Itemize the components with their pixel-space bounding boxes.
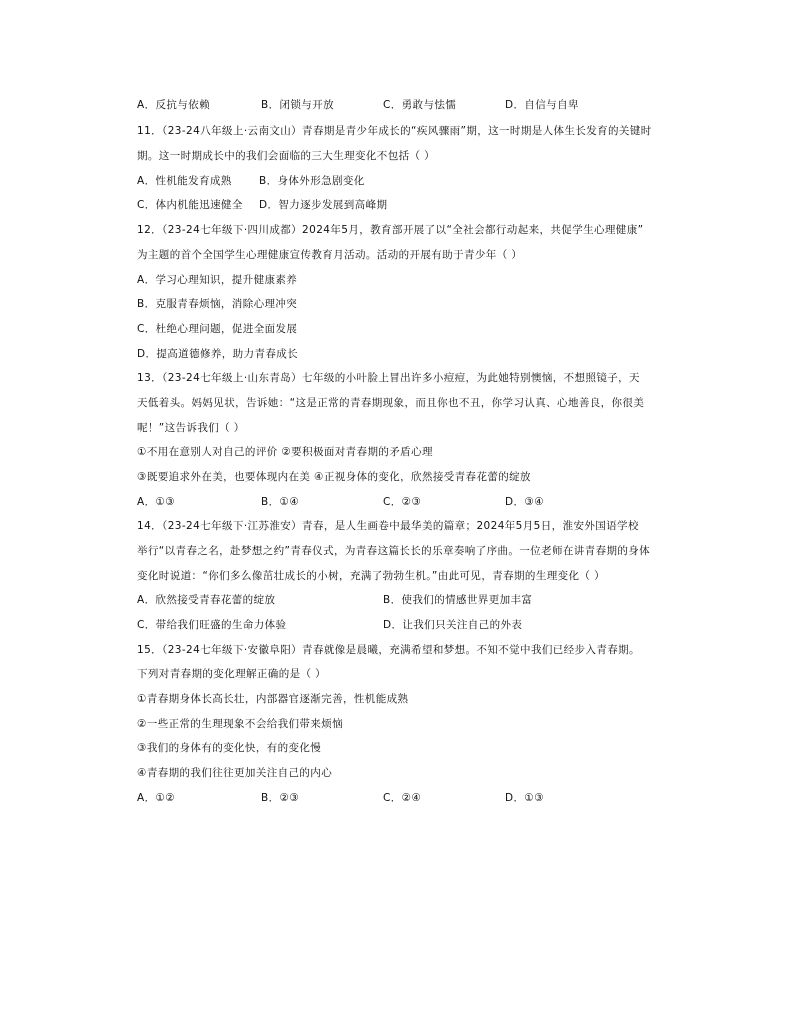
q14-option-a: A．欣然接受青春花蕾的绽放 xyxy=(137,594,276,606)
q10-option-d: D．自信与自卑 xyxy=(505,99,579,111)
q14-option-b: B．使我们的情感世界更加丰富 xyxy=(383,594,533,606)
q11-stem-line1: 11．（23-24八年级上·云南文山）青春期是青少年成长的“疾风骤雨”期，这一时期是人体生长发育的关键时 xyxy=(137,125,652,137)
q15-option-b: B．②③ xyxy=(261,792,300,804)
q12-option-a: A．学习心理知识，提升健康素养 xyxy=(137,274,298,286)
q12-option-c: C．杜绝心理问题，促进全面发展 xyxy=(137,323,298,335)
q15-item-2: ②一些正常的生理现象不会给我们带来烦恼 xyxy=(137,718,344,730)
q15-stem-line2: 下列对青春期的变化理解正确的是（ ） xyxy=(137,668,327,680)
q14-stem-line1: 14．（23-24七年级下·江苏淮安）青春，是人生画卷中最华美的篇章；2024年5月5日，淮安外国语学校 xyxy=(137,520,639,532)
q12-option-d: D．提高道德修养，助力青春成长 xyxy=(137,348,299,360)
q14-option-c: C．带给我们旺盛的生命力体验 xyxy=(137,619,287,631)
q15-option-c: C．②④ xyxy=(383,792,422,804)
q10-option-c: C．勇敢与怯懦 xyxy=(383,99,457,111)
q13-option-a: A．①③ xyxy=(137,496,176,508)
q15-stem-line1: 15．（23-24七年级下·安徽阜阳）青春就像是晨曦，充满希望和梦想。不知不觉中我们已经步入青春期。 xyxy=(137,644,640,656)
q13-items-3-4: ③既要追求外在美，也要体现内在美 ④正视身体的变化，欣然接受青春花蕾的绽放 xyxy=(137,471,531,483)
q11-option-b: B．身体外形急剧变化 xyxy=(259,175,365,187)
q13-option-c: C．②③ xyxy=(383,496,422,508)
q12-stem-line1: 12．（23-24七年级下·四川成都）2024年5月，教育部开展了以“全社会都行动起来，共促学生心理健康” xyxy=(137,224,644,236)
q13-stem-line1: 13．（23-24七年级上·山东青岛）七年级的小叶脸上冒出许多小痘痘，为此她特别懊恼，不想照镜子，天 xyxy=(137,372,640,384)
q12-option-b: B．克服青春烦恼，消除心理冲突 xyxy=(137,298,298,310)
q15-item-3: ③我们的身体有的变化快，有的变化慢 xyxy=(137,742,322,754)
q13-option-d: D．③④ xyxy=(505,496,545,508)
q13-option-b: B．①④ xyxy=(261,496,300,508)
q11-option-c: C．体内机能迅速健全 xyxy=(137,199,243,211)
q10-option-b: B．闭锁与开放 xyxy=(261,99,335,111)
q12-stem-line2: 为主题的首个全国学生心理健康宣传教育月活动。活动的开展有助于青少年（ ） xyxy=(137,249,523,261)
q15-option-d: D．①③ xyxy=(505,792,545,804)
q15-item-1: ①青春期身体长高长壮，内部器官逐渐完善，性机能成熟 xyxy=(137,693,409,705)
q13-items-1-2: ①不用在意别人对自己的评价 ②要积极面对青春期的矛盾心理 xyxy=(137,446,433,458)
q15-option-a: A．①② xyxy=(137,792,176,804)
q11-option-d: D．智力逐步发展到高峰期 xyxy=(259,199,388,211)
q13-stem-line3: 呢！”这告诉我们（ ） xyxy=(137,422,245,434)
q14-stem-line3: 变化时说道：“你们多么像茁壮成长的小树，充满了勃勃生机。”由此可见，青春期的生理变化（ ） xyxy=(137,570,605,582)
q13-stem-line2: 天低着头。妈妈见状，告诉她：“这是正常的青春期现象，而且你也不丑，你学习认真、心地善良，你很美 xyxy=(137,397,645,409)
q15-item-4: ④青春期的我们往往更加关注自己的内心 xyxy=(137,767,333,779)
q11-option-a: A．性机能发育成熟 xyxy=(137,175,232,187)
q14-option-d: D．让我们只关注自己的外表 xyxy=(383,619,523,631)
q14-stem-line2: 举行“以青春之名，赴梦想之约”青春仪式，为青春这篇长长的乐章奏响了序曲。一位老师在讲青春期的身体 xyxy=(137,545,651,557)
q11-stem-line2: 期。这一时期成长中的我们会面临的三大生理变化不包括（ ） xyxy=(137,150,436,162)
q10-option-a: A．反抗与依赖 xyxy=(137,99,210,111)
